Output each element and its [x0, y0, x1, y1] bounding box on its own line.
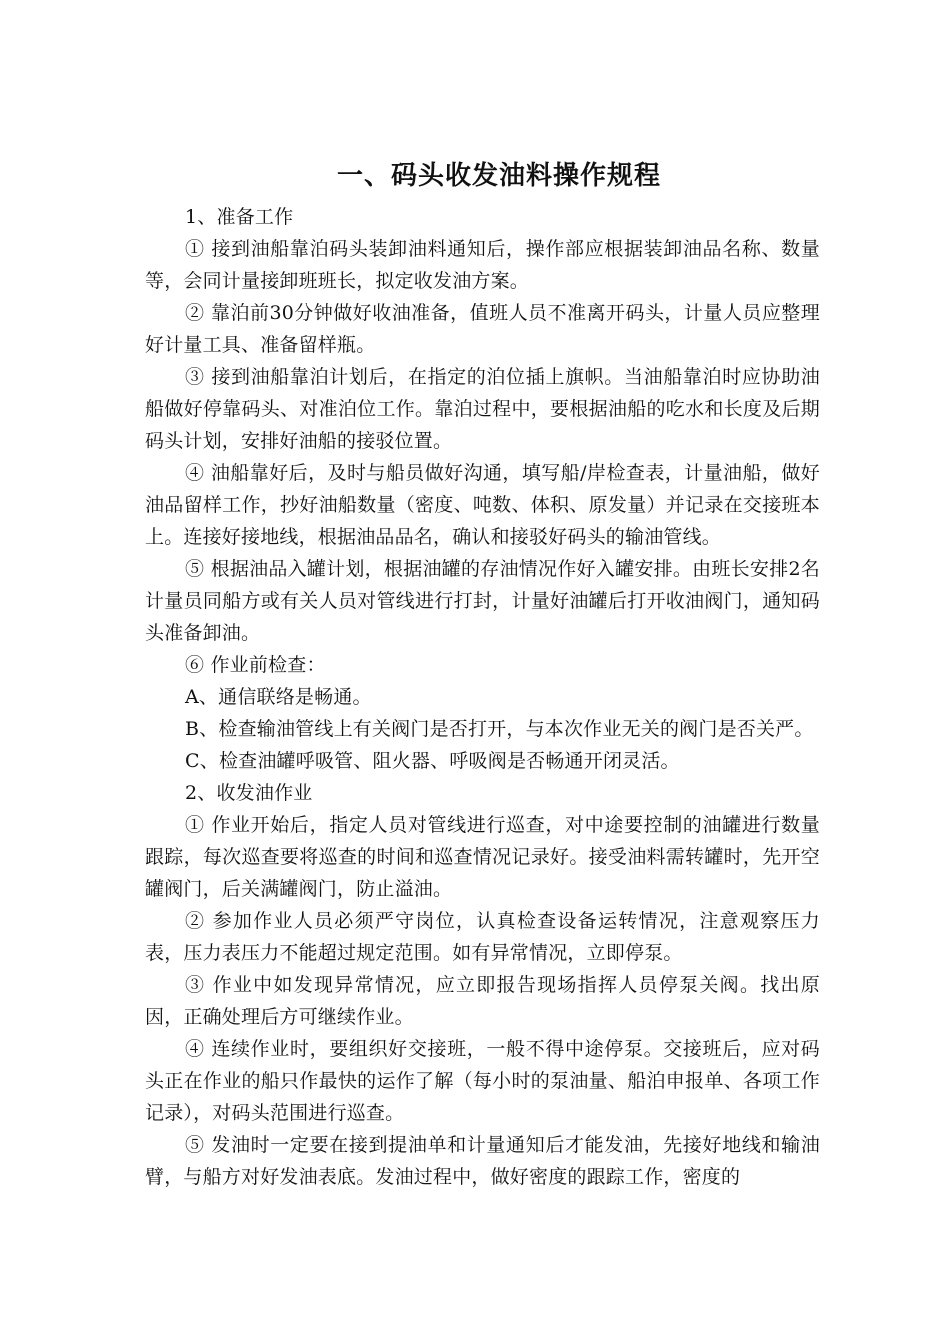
paragraph-op-4: ④ 连续作业时，要组织好交接班，一般不得中途停泵。交接班后，应对码头正在作业的船只作最快的运作了解（每小时的泵油量、船泊申报单、各项工作记录），对码头范围进行巡查。 — [145, 1038, 820, 1124]
section-heading-operation: 2、收发油作业 — [185, 782, 313, 804]
paragraph-item-1: ① 接到油船靠泊码头装卸油料通知后，操作部应根据装卸油品名称、数量等，会同计量接卸班班长，拟定收发油方案。 — [145, 238, 820, 292]
document-body — [145, 201, 820, 1193]
check-item-c: C、检查油罐呼吸管、阻火器、呼吸阀是否畅通开闭灵活。 — [185, 750, 680, 772]
check-item-b: B、检查输油管线上有关阀门是否打开，与本次作业无关的阀门是否关严。 — [185, 718, 814, 740]
paragraph-item-3: ③ 接到油船靠泊计划后，在指定的泊位插上旗帜。当油船靠泊时应协助油船做好停靠码头、对准泊位工作。靠泊过程中，要根据油船的吃水和长度及后期码头计划，安排好油船的接驳位置。 — [145, 366, 820, 452]
paragraph-item-4: ④ 油船靠好后，及时与船员做好沟通，填写船/岸检查表，计量油船，做好油品留样工作，抄好油船数量（密度、吨数、体积、原发量）并记录在交接班本上。连接好接地线，根据油品品名，确认和接驳好码头的输油管线。 — [145, 462, 820, 548]
paragraph-item-2: ② 靠泊前30分钟做好收油准备，值班人员不准离开码头，计量人员应整理好计量工具、准备留样瓶。 — [145, 302, 820, 356]
paragraph-op-3: ③ 作业中如发现异常情况，应立即报告现场指挥人员停泵关阀。找出原因，正确处理后方可继续作业。 — [145, 974, 820, 1028]
paragraph-op-1: ① 作业开始后，指定人员对管线进行巡查，对中途要控制的油罐进行数量跟踪，每次巡查要将巡查的时间和巡查情况记录好。接受油料需转罐时，先开空罐阀门，后关满罐阀门，防止溢油。 — [145, 814, 820, 900]
paragraph-op-5: ⑤ 发油时一定要在接到提油单和计量通知后才能发油，先接好地线和输油臂，与船方对好发油表底。发油过程中，做好密度的跟踪工作，密度的 — [145, 1134, 820, 1188]
paragraph-item-5: ⑤ 根据油品入罐计划，根据油罐的存油情况作好入罐安排。由班长安排2名计量员同船方或有关人员对管线进行打封，计量好油罐后打开收油阀门，通知码头准备卸油。 — [145, 558, 820, 644]
paragraph-item-6: ⑥ 作业前检查： — [185, 654, 326, 676]
check-item-a: A、通信联络是畅通。 — [185, 686, 372, 708]
paragraph-op-2: ② 参加作业人员必须严守岗位，认真检查设备运转情况，注意观察压力表，压力表压力不能超过规定范围。如有异常情况，立即停泵。 — [145, 910, 820, 964]
document-title: 一、码头收发油料操作规程 — [336, 161, 661, 191]
section-heading-preparation: 1、准备工作 — [185, 206, 294, 228]
